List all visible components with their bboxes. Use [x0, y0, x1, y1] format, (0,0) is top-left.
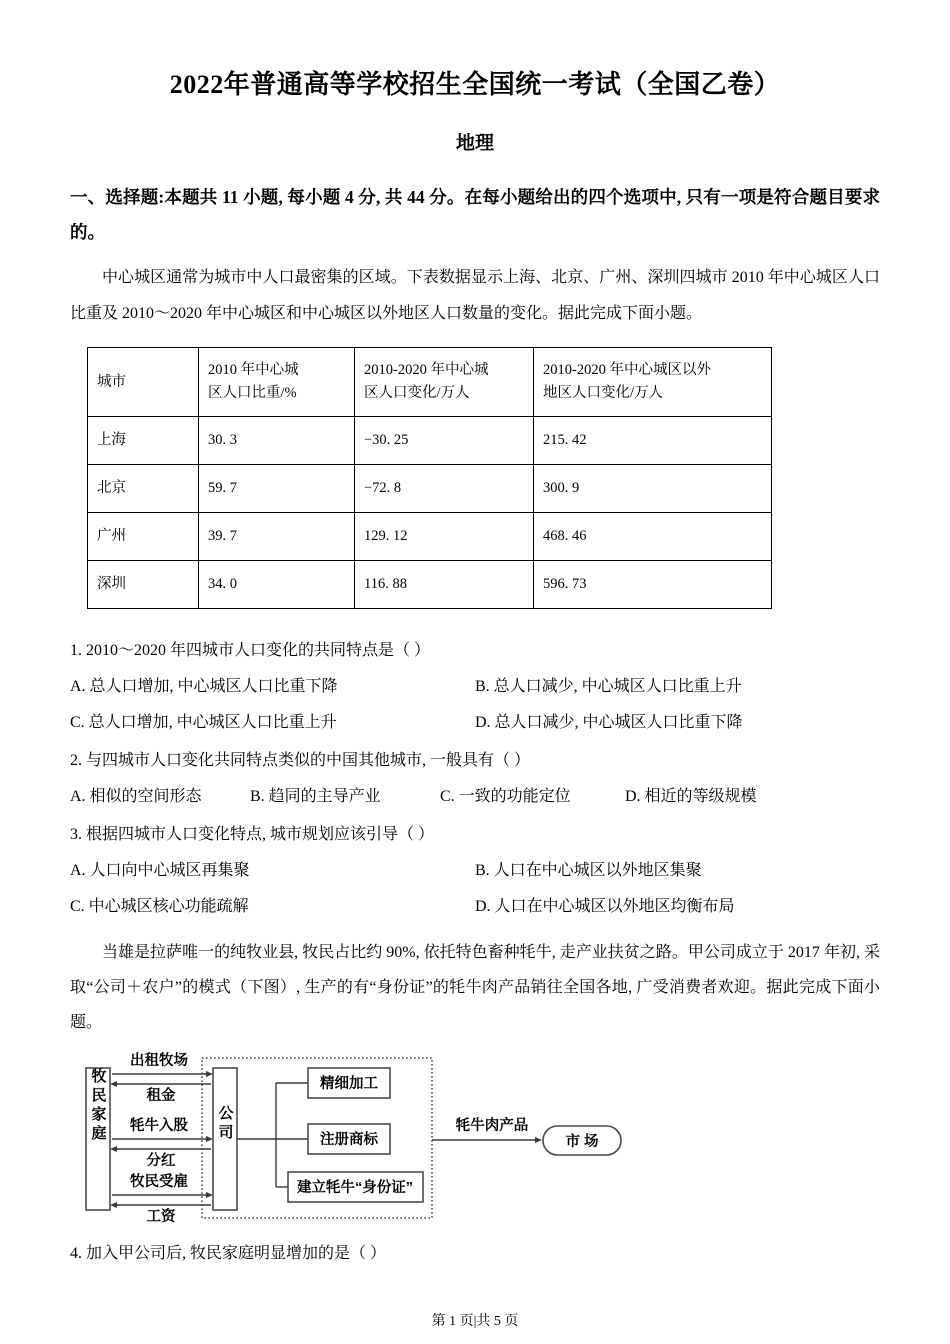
- flow-label-dividend: 分红: [146, 1153, 176, 1170]
- arrowhead-right-icon: [206, 1136, 213, 1142]
- header-line: 2010 年中心城: [208, 362, 299, 379]
- cell-outside-change: 468. 46: [534, 512, 772, 560]
- header-line: 2010-2020 年中心城区以外: [543, 362, 711, 379]
- column-header-center-share: [199, 347, 355, 416]
- cell-outside-change: 300. 9: [534, 464, 772, 512]
- question-1-option-d[interactable]: D. 总人口减少, 中心城区人口比重下降: [475, 713, 743, 731]
- question-2-stem: 2. 与四城市人口变化共同特点类似的中国其他城市, 一般具有（ ）: [70, 751, 531, 769]
- question-2-option-c[interactable]: C. 一致的功能定位: [440, 787, 571, 805]
- section-instruction: 一、选择题:本题共 11 小题, 每小题 4 分, 共 44 分。在每小题给出的四个选项中, 只有一项是符合题目要求的。: [70, 187, 880, 243]
- company-label: 公司: [216, 1105, 234, 1144]
- header-line: 区人口比重/%: [208, 384, 297, 401]
- header-line: 区人口变化/万人: [364, 384, 470, 401]
- flow-label-yak-shares: 牦牛入股: [130, 1118, 188, 1135]
- question-1-option-c[interactable]: C. 总人口增加, 中心城区人口比重上升: [70, 713, 337, 731]
- column-header-center-change: [355, 347, 534, 416]
- page-footer: 第 1 页|共 5 页: [431, 1314, 519, 1329]
- table-header-row: [88, 347, 772, 416]
- header-line: 城市: [97, 373, 126, 390]
- cell-city: 上海: [88, 416, 199, 464]
- question-1-option-a[interactable]: A. 总人口增加, 中心城区人口比重下降: [70, 677, 338, 695]
- question-1-options-row-2: [70, 705, 880, 741]
- arrowhead-right-icon: [206, 1071, 213, 1077]
- arrowhead-left-icon: [110, 1081, 117, 1087]
- table-row: [88, 416, 772, 464]
- cell-city: 北京: [88, 464, 199, 512]
- table-body: [88, 416, 772, 608]
- header-line: 2010-2020 年中心城: [364, 362, 489, 379]
- cell-outside-change: 215. 42: [534, 416, 772, 464]
- table-row: [88, 512, 772, 560]
- column-header-city: [88, 347, 199, 416]
- passage-one: 中心城区通常为城市中人口最密集的区域。下表数据显示上海、北京、广州、深圳四城市 2010 年中心城区人口比重及 2010～2020 年中心城区和中心城区以外地区人口数量的变化。据此完成下面小题。: [70, 269, 880, 322]
- passage-two: 当雄是拉萨唯一的纯牧业县, 牧民占比约 90%, 依托特色畜种牦牛, 走产业扶贫之路。甲公司成立于 2017 年初, 采取“公司＋农户”的模式（下图）, 生产的有“身份证”的牦牛肉产品销往全国各地, 广受消费者欢迎。据此完成下面小题。: [70, 943, 880, 1032]
- question-3-option-d[interactable]: D. 人口在中心城区以外地区均衡布局: [475, 897, 735, 915]
- question-4-stem: 4. 加入甲公司后, 牧民家庭明显增加的是（ ）: [70, 1245, 387, 1263]
- question-2-option-b[interactable]: B. 趋同的主导产业: [250, 787, 381, 805]
- flow-label-rent-pasture: 出租牧场: [130, 1053, 188, 1070]
- question-3-options-row-1: [70, 853, 880, 889]
- page-title: 2022年普通高等学校招生全国统一考试（全国乙卷）: [169, 70, 781, 99]
- flow-label-employment: 牧民受雇: [130, 1174, 188, 1191]
- cell-city: 深圳: [88, 560, 199, 608]
- question-1-option-b[interactable]: B. 总人口减少, 中心城区人口比重上升: [475, 677, 742, 695]
- table-row: [88, 560, 772, 608]
- arrowhead-right-icon: [535, 1137, 542, 1143]
- flow-label-rent-money: 租金: [146, 1088, 176, 1105]
- company-farmer-flow-diagram: [80, 1052, 640, 1224]
- population-data-table: [87, 347, 772, 609]
- data-table-wrapper: [87, 347, 880, 609]
- cell-center-share: 59. 7: [199, 464, 355, 512]
- header-line: 地区人口变化/万人: [543, 384, 664, 401]
- arrowhead-left-icon: [110, 1202, 117, 1208]
- activity-label-yak-id-card: 建立牦牛“身份证”: [297, 1180, 413, 1197]
- product-flow-label: 牦牛肉产品: [455, 1118, 529, 1135]
- question-2-option-d[interactable]: D. 相近的等级规模: [625, 787, 757, 805]
- question-3-options-row-2: [70, 889, 880, 925]
- question-1-options-row-1: [70, 669, 880, 705]
- activity-label-trademark: 注册商标: [320, 1132, 378, 1149]
- cell-center-change: −30. 25: [355, 416, 534, 464]
- question-2-options-row: [70, 779, 880, 815]
- activity-label-fine-processing: 精细加工: [320, 1076, 378, 1093]
- cell-city: 广州: [88, 512, 199, 560]
- cell-center-share: 34. 0: [199, 560, 355, 608]
- subject-title: 地理: [455, 132, 494, 154]
- herder-family-label-char-1: 牧民家庭: [89, 1068, 107, 1145]
- column-header-outside-change: [534, 347, 772, 416]
- market-label: 市 场: [565, 1134, 599, 1151]
- table-head: [88, 347, 772, 416]
- cell-center-change: −72. 8: [355, 464, 534, 512]
- question-3-option-a[interactable]: A. 人口向中心城区再集聚: [70, 861, 250, 879]
- question-3-option-c[interactable]: C. 中心城区核心功能疏解: [70, 897, 249, 915]
- table-row: [88, 464, 772, 512]
- cell-center-change: 116. 88: [355, 560, 534, 608]
- cell-outside-change: 596. 73: [534, 560, 772, 608]
- flow-label-wage: 工资: [146, 1209, 176, 1225]
- arrowhead-left-icon: [110, 1146, 117, 1152]
- flow-diagram-wrapper: [80, 1052, 880, 1224]
- cell-center-share: 30. 3: [199, 416, 355, 464]
- cell-center-change: 129. 12: [355, 512, 534, 560]
- cell-center-share: 39. 7: [199, 512, 355, 560]
- question-2-option-a[interactable]: A. 相似的空间形态: [70, 787, 202, 805]
- question-1-stem: 1. 2010～2020 年四城市人口变化的共同特点是（ ）: [70, 641, 431, 659]
- arrowhead-right-icon: [206, 1192, 213, 1198]
- question-3-option-b[interactable]: B. 人口在中心城区以外地区集聚: [475, 861, 702, 879]
- question-3-stem: 3. 根据四城市人口变化特点, 城市规划应该引导（ ）: [70, 825, 435, 843]
